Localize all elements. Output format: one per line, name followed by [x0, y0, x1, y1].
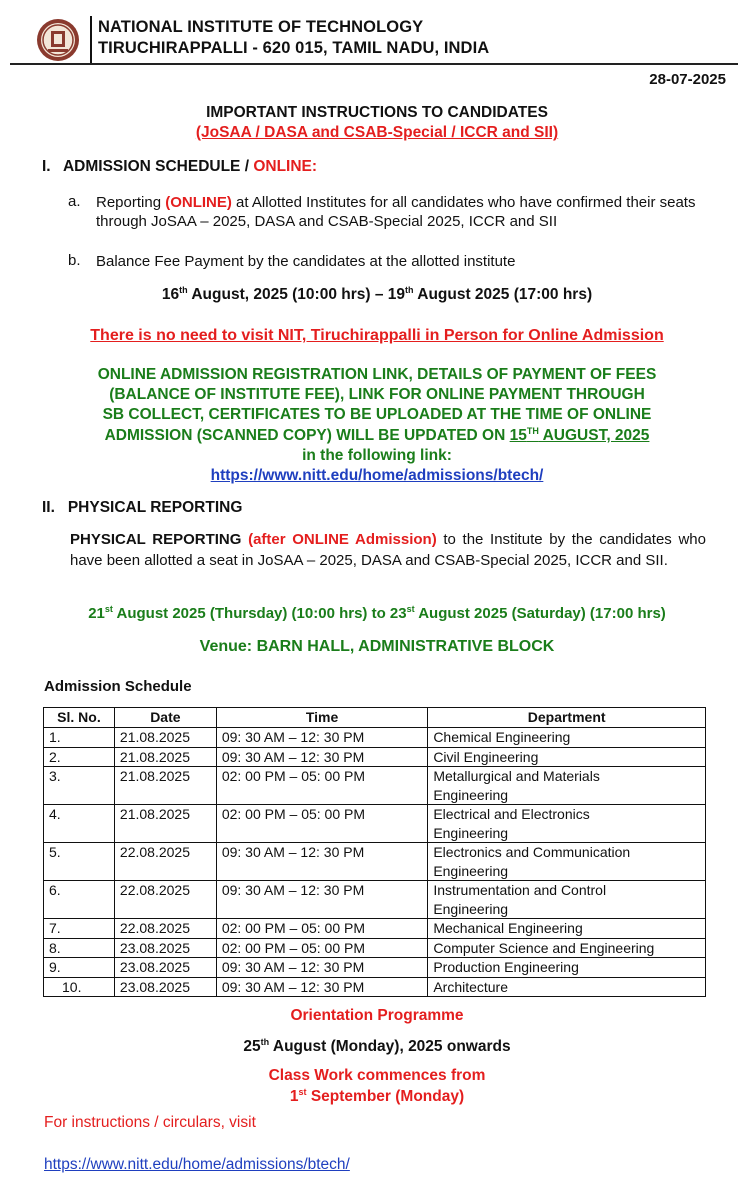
- after-online-tag: (after ONLINE Admission): [248, 531, 437, 548]
- section-1-number: I.: [42, 158, 51, 175]
- table-row: 6. 22.08.2025 09: 30 AM – 12: 30 PM Instrumentation and Control Engineering: [44, 881, 706, 919]
- physical-reporting-paragraph: PHYSICAL REPORTING (after ONLINE Admission) to the Institute by the candidates who have been allotted a seat in JoSAA – 2025, DASA and CSAB-Special 2025, ICCR and SII.: [70, 531, 706, 569]
- institute-name: NATIONAL INSTITUTE OF TECHNOLOGY: [98, 18, 424, 36]
- section-1-title-online: ONLINE:: [253, 158, 318, 175]
- table-row: 7. 22.08.2025 02: 00 PM – 05: 00 PM Mechanical Engineering: [44, 919, 706, 939]
- letterhead: [36, 16, 736, 62]
- item-a-letter: a.: [68, 193, 81, 210]
- green-notice-line-1: ONLINE ADMISSION REGISTRATION LINK, DETAILS OF PAYMENT OF FEES: [97, 366, 657, 383]
- table-row: 8. 23.08.2025 02: 00 PM – 05: 00 PM Computer Science and Engineering: [44, 938, 706, 958]
- classwork-line-1: Class Work commences from: [268, 1067, 486, 1084]
- table-row: 4. 21.08.2025 02: 00 PM – 05: 00 PM Electrical and Electronics Engineering: [44, 805, 706, 843]
- green-notice-line-3: SB COLLECT, CERTIFICATES TO BE UPLOADED AT THE TIME OF ONLINE: [102, 406, 652, 423]
- classwork-line-2: 1st September (Monday): [289, 1087, 465, 1105]
- physical-dates: 21st August 2025 (Thursday) (10:00 hrs) to 23st August 2025 (Saturday) (17:00 hrs): [88, 604, 666, 622]
- admissions-link[interactable]: https://www.nitt.edu/home/admissions/btech/: [210, 467, 544, 484]
- item-b-letter: b.: [68, 252, 81, 269]
- no-visit-notice: There is no need to visit NIT, Tiruchirappalli in Person for Online Admission: [90, 327, 664, 344]
- table-row: 9. 23.08.2025 09: 30 AM – 12: 30 PM Production Engineering: [44, 958, 706, 978]
- table-row: 3. 21.08.2025 02: 00 PM – 05: 00 PM Metallurgical and Materials Engineering: [44, 767, 706, 805]
- institute-address: TIRUCHIRAPPALLI - 620 015, TAMIL NADU, INDIA: [98, 39, 490, 57]
- page-subtitle: (JoSAA / DASA and CSAB-Special / ICCR and SII): [195, 124, 559, 141]
- online-dates: 16th August, 2025 (10:00 hrs) – 19th August 2025 (17:00 hrs): [161, 285, 593, 303]
- section-1-heading: [42, 158, 317, 176]
- table-row: 2. 21.08.2025 09: 30 AM – 12: 30 PM Civil Engineering: [44, 747, 706, 767]
- table-row: 5. 22.08.2025 09: 30 AM – 12: 30 PM Electronics and Communication Engineering: [44, 843, 706, 881]
- section-2-heading: [42, 499, 242, 517]
- col-header-sl: Sl. No.: [44, 708, 115, 728]
- page-title: IMPORTANT INSTRUCTIONS TO CANDIDATES: [206, 104, 548, 121]
- header-rule: [10, 63, 738, 65]
- item-a-text: Reporting (ONLINE) at Allotted Institutes for all candidates who have confirmed their seats through JoSAA – 2025, DASA and CSAB-Special 2025, ICCR and SII: [96, 194, 696, 230]
- section-1-title: ADMISSION SCHEDULE /: [62, 158, 254, 175]
- online-tag: (ONLINE): [165, 194, 232, 211]
- footer-text: For instructions / circulars, visit: [44, 1114, 256, 1131]
- section-2-title: PHYSICAL REPORTING: [67, 499, 243, 516]
- orientation-title: Orientation Programme: [290, 1007, 464, 1024]
- col-header-department: Department: [428, 708, 706, 728]
- admission-schedule-table: [43, 707, 706, 997]
- table-row: 10. 23.08.2025 09: 30 AM – 12: 30 PM Architecture: [44, 977, 706, 997]
- orientation-date: 25th August (Monday), 2025 onwards: [243, 1037, 511, 1055]
- document-date: 28-07-2025: [649, 71, 726, 88]
- schedule-title: Admission Schedule: [44, 678, 192, 695]
- green-notice-line-5: in the following link:: [302, 447, 452, 464]
- item-b-text: Balance Fee Payment by the candidates at the allotted institute: [96, 253, 516, 270]
- institute-logo: [36, 18, 80, 62]
- header-divider: [90, 16, 92, 64]
- venue: Venue: BARN HALL, ADMINISTRATIVE BLOCK: [199, 638, 555, 655]
- green-notice-line-2: (BALANCE OF INSTITUTE FEE), LINK FOR ONLINE PAYMENT THROUGH: [109, 386, 645, 403]
- green-notice-line-4: ADMISSION (SCANNED COPY) WILL BE UPDATED ON 15TH AUGUST, 2025: [104, 426, 650, 444]
- section-2-number: II.: [42, 499, 55, 516]
- col-header-time: Time: [216, 708, 427, 728]
- table-header-row: [44, 708, 706, 728]
- footer-link[interactable]: https://www.nitt.edu/home/admissions/btech/: [44, 1156, 350, 1173]
- table-row: 1. 21.08.2025 09: 30 AM – 12: 30 PM Chemical Engineering: [44, 728, 706, 748]
- col-header-date: Date: [114, 708, 216, 728]
- update-date: 15TH AUGUST, 2025: [509, 426, 650, 444]
